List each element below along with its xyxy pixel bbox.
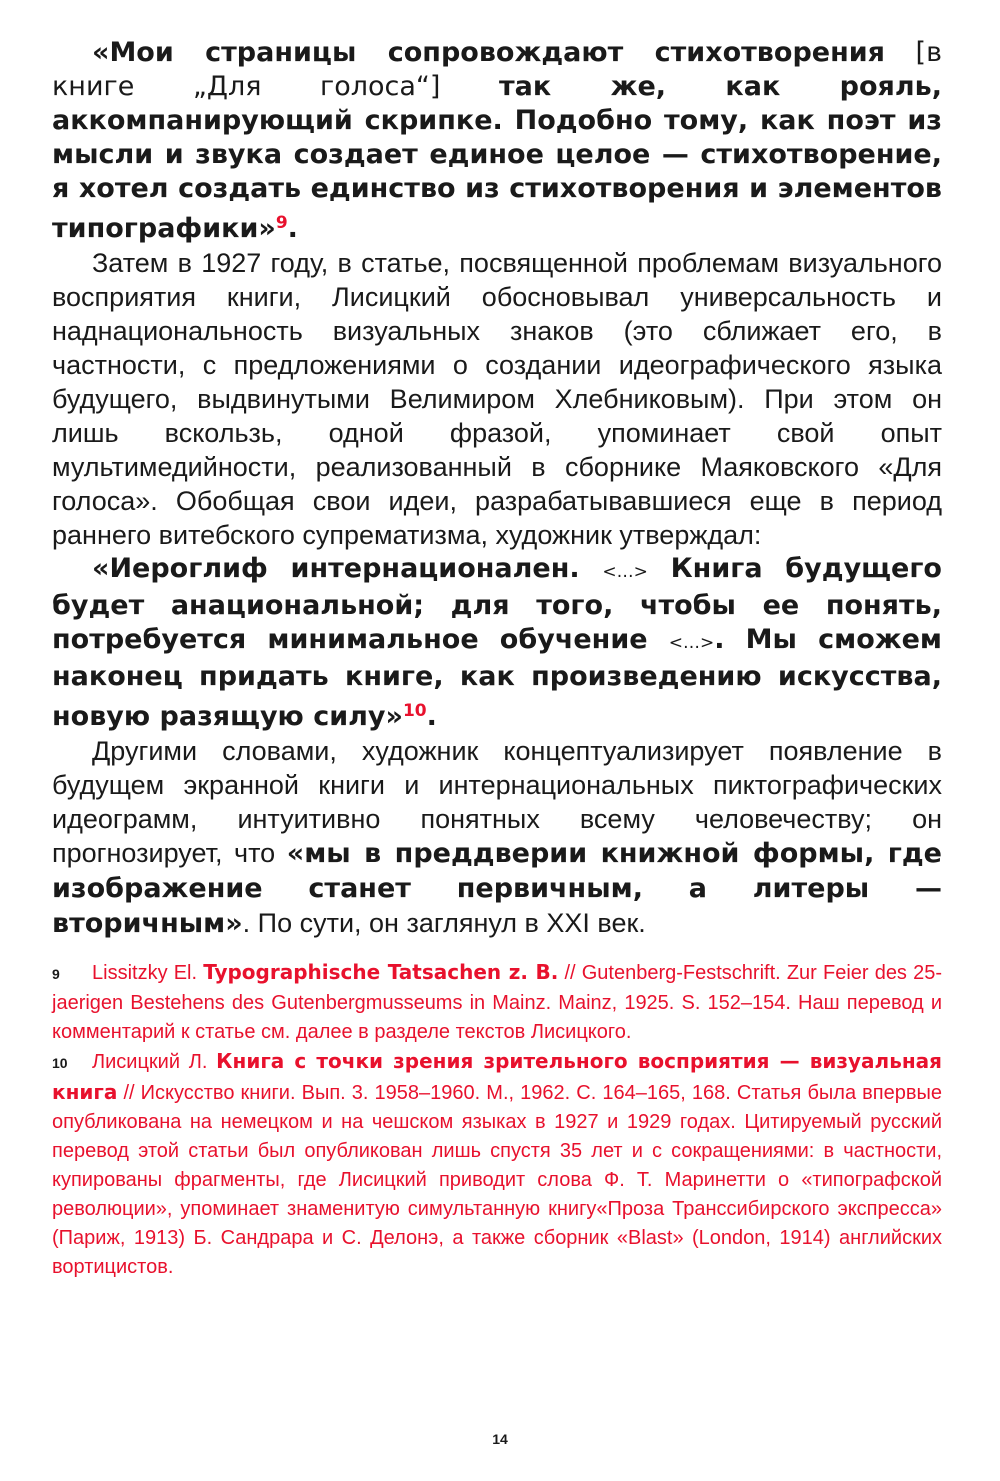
- footnote-details: // Искусство книги. Вып. 3. 1958–1960. М., 1962. С. 164–165, 168. Статья была впервые опубликована на немецком и на чешском языках в 1927 и 1929 годах. Цитируемый русский перевод этой статьи был опубликован лишь спустя 35 лет и с сокращениями: в частности, купированы фрагменты, где Лисицкий приводит слова Ф. Т. Маринетти о «типографской революции», упоминает знаменитую симультанную книгу«Проза Транссибирского экспресса» (Париж, 1913) Б. Сандрара и С. Делонэ, а также сборник «Blast» (London, 1914) английских вортицистов.: [52, 1082, 942, 1278]
- footnote-title: Typographische Tatsachen z. B.: [203, 960, 559, 984]
- footnote-title: Книга с точки зрения зрительного восприятия — визуальная книга: [52, 1049, 942, 1104]
- paragraph-2-part-1: Другими словами, художник концептуализирует появление в будущем экранной книги и интернациональных пиктографических идеограмм, интуитивно понятных всему человечеству; он прогнозирует, что: [52, 736, 942, 868]
- footnote-number: 10: [52, 1055, 68, 1071]
- quote-1-end: .: [287, 213, 298, 244]
- footnote-9: [52, 958, 942, 1047]
- paragraph-2-quote: «мы в преддверии книжной формы, где изображение станет первичным, а литеры — вторичным»: [52, 838, 942, 939]
- main-text: [52, 36, 942, 941]
- quote-2-part-1: «Иероглиф интернационален.: [92, 553, 603, 584]
- footnote-10: [52, 1047, 942, 1282]
- quote-2-part-3: . Мы сможем наконец придать книге, как произведению искусства, новую разящую силу»: [52, 624, 942, 732]
- quote-1-part-3: так же, как рояль, аккомпанирующий скрипке. Подобно тому, как поэт из мысли и звука создает единое целое — стихотворение, я хотел создать единство из стихотворения и элементов типографики»: [52, 71, 942, 244]
- quote-2: [52, 552, 942, 734]
- quote-2-end: .: [426, 701, 437, 732]
- footnote-ref-10[interactable]: 10: [402, 701, 427, 721]
- quote-2-part-2: Книга будущего будет анациональной; для того, чтобы ее понять, потребуется минимальное обучение: [52, 553, 942, 655]
- quote-2-ellipsis-2: <…>: [668, 633, 715, 653]
- paragraph-2-part-2: . По сути, он заглянул в XXI век.: [242, 908, 646, 938]
- footnote-number: 9: [52, 966, 60, 982]
- quote-1: [52, 36, 942, 246]
- footnote-author: Lissitzky El.: [92, 962, 204, 984]
- footnote-author: Лисицкий Л.: [92, 1051, 217, 1073]
- footnote-details: // Gutenberg-Festschrift. Zur Feier des 25-jaerigen Bestehens des Gutenbergmusseums in Mainz. Mainz, 1925. S. 152–154. Наш перевод и комментарий к статье см. далее в разделе текстов Лисицкого.: [52, 962, 942, 1043]
- paragraph-1: Затем в 1927 году, в статье, посвященной проблемам визуального восприятия книги, Лисицкий обосновывал универсальность и наднациональность визуальных знаков (это сближает его, в частности, с предложениями о создании идеографического языка будущего, выдвинутыми Велимиром Хлебниковым). При этом он лишь вскользь, одной фразой, упоминает свой опыт мультимедийности, реализованный в сборнике Маяковского «Для голоса». Обобщая свои идеи, разрабатывавшиеся еще в период раннего витебского супрематизма, художник утверждал:: [52, 248, 942, 550]
- paragraph-2: [52, 734, 942, 941]
- footnotes: [52, 958, 942, 1282]
- quote-2-ellipsis-1: <…>: [602, 562, 648, 582]
- footnote-ref-9[interactable]: 9: [275, 213, 288, 233]
- page-number: 14: [492, 1431, 508, 1447]
- quote-1-part-1: «Мои страницы сопровождают стихотворения: [92, 37, 885, 68]
- quote-1-part-2: [в книге „Для голоса“]: [52, 37, 943, 102]
